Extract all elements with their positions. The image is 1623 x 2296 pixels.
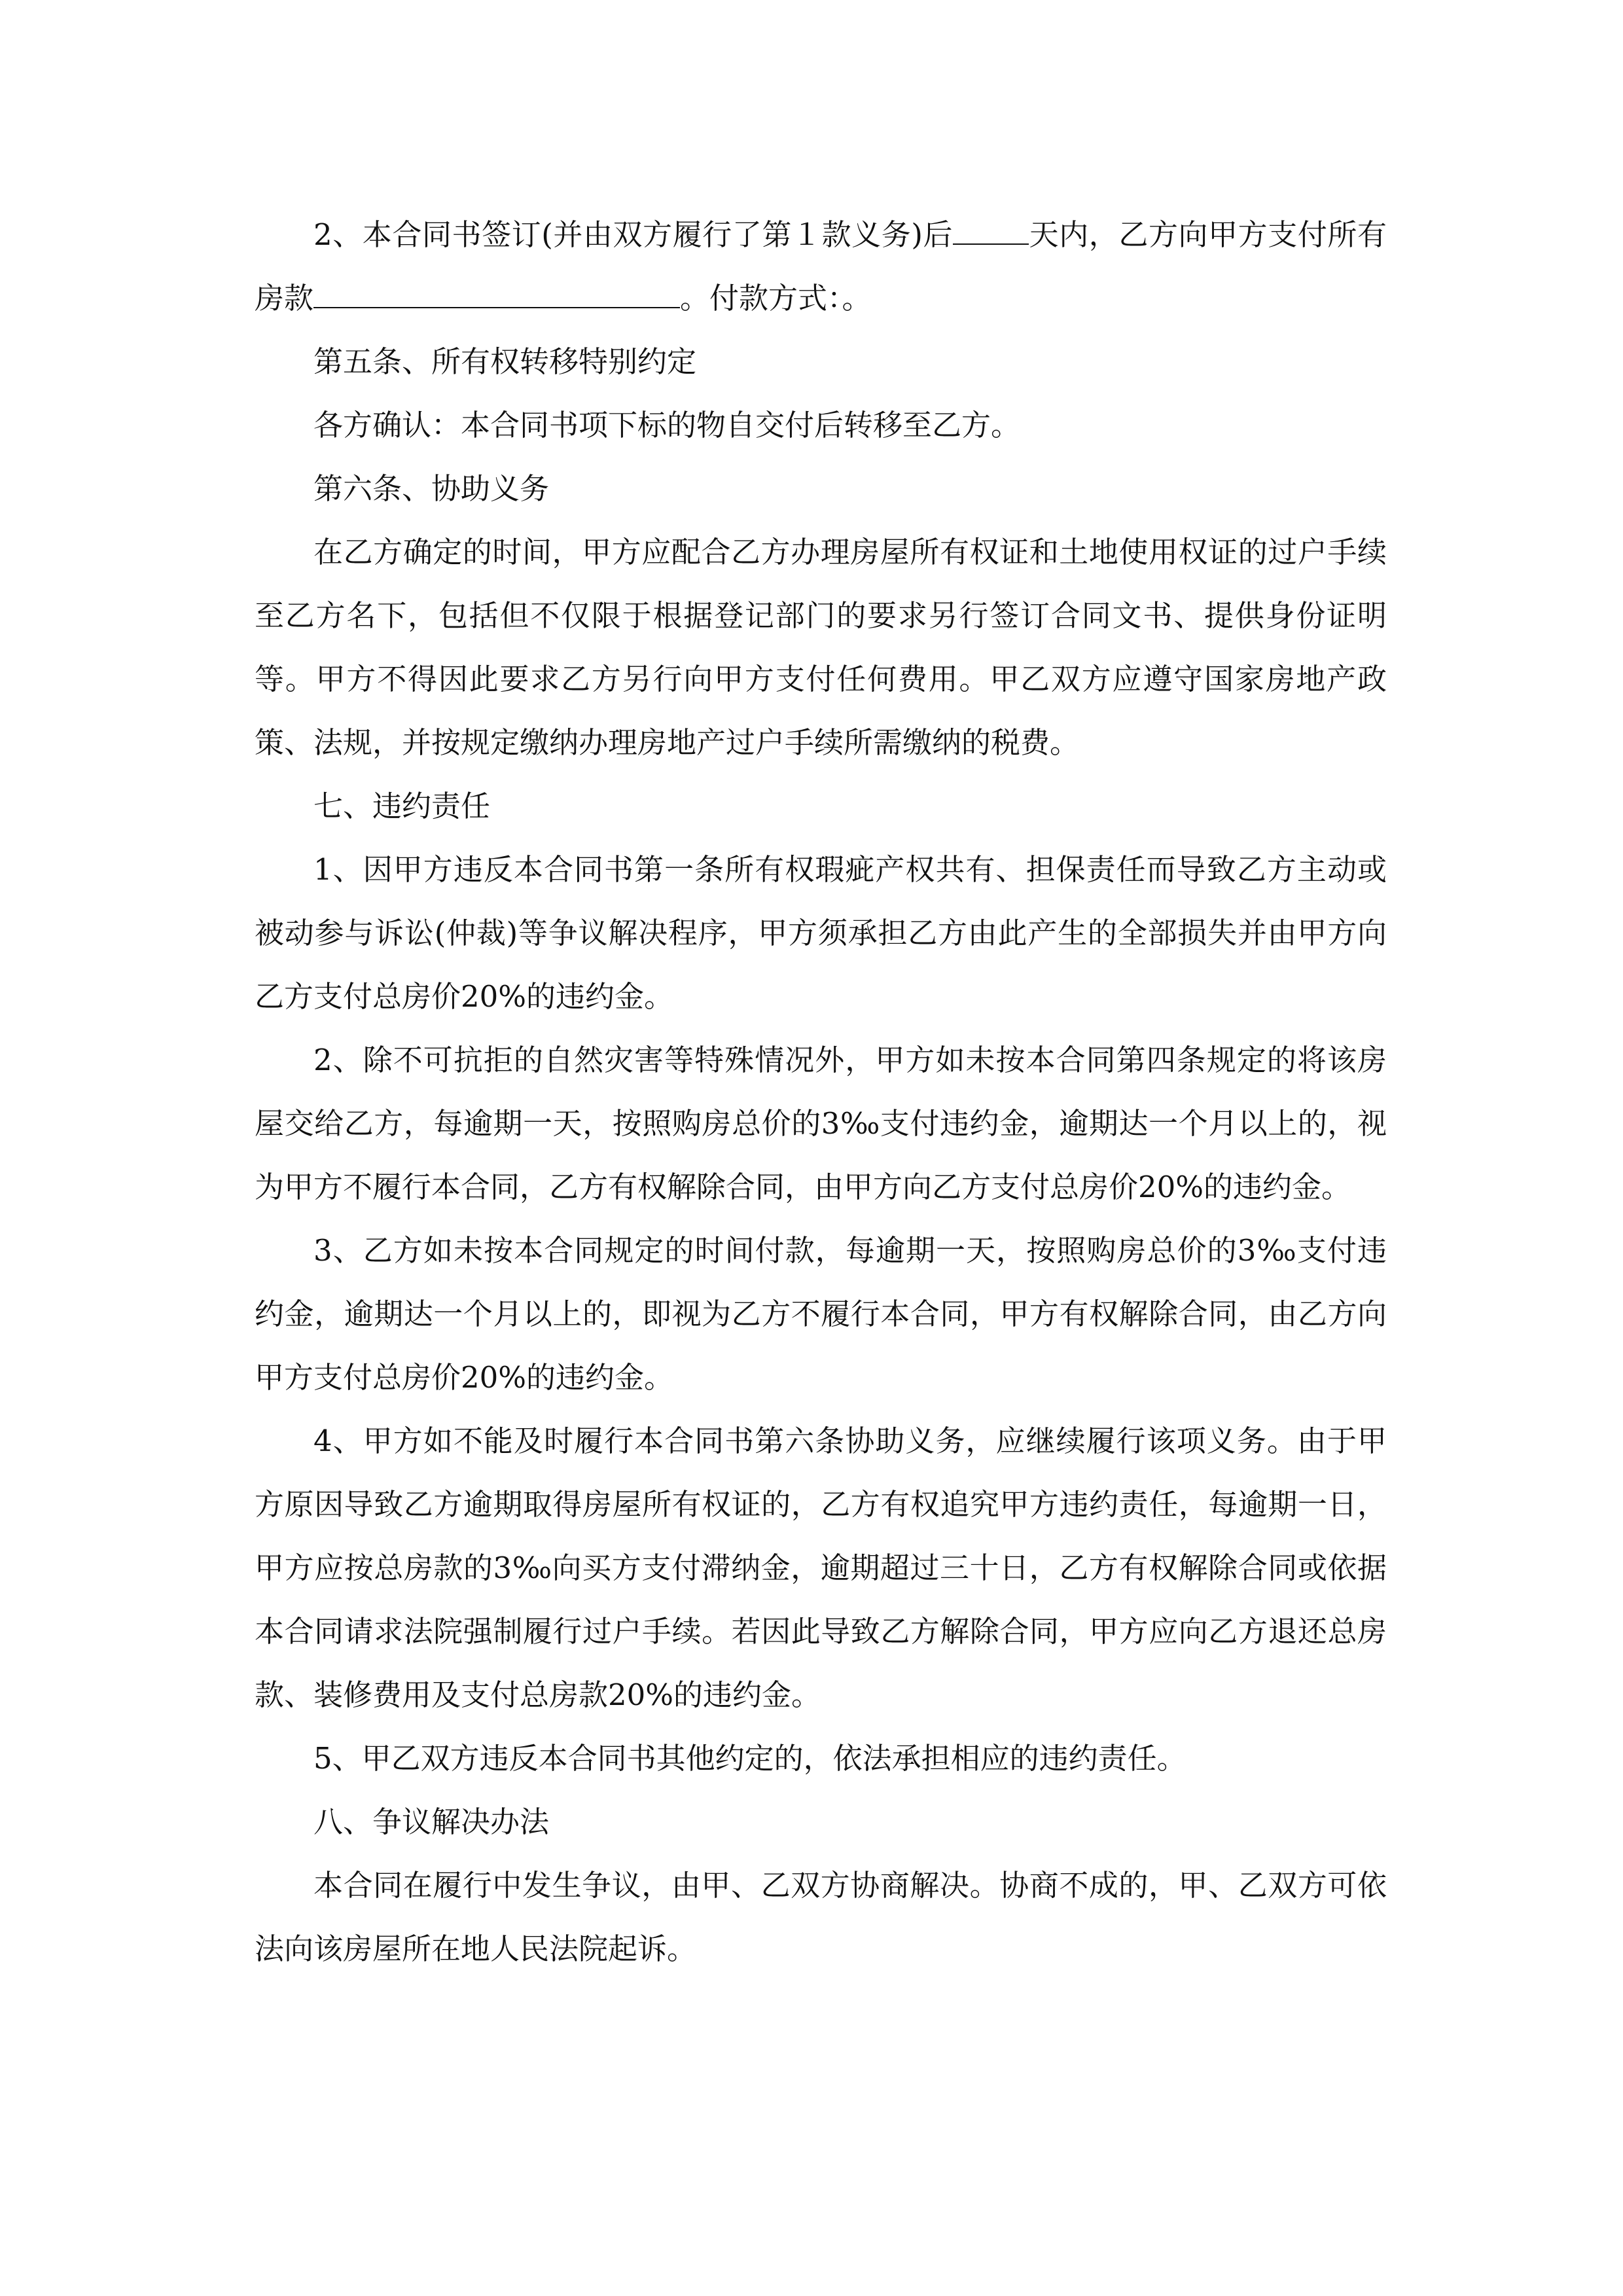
- paragraph-breach-2: 2、除不可抗拒的自然灾害等特殊情况外，甲方如未按本合同第四条规定的将该房屋交给乙方，每逾期一天，按照购房总价的3‰支付违约金，逾期达一个月以上的，视为甲方不履行本合同，乙方有权解除合同，由甲方向乙方支付总房价20%的违约金。: [255, 1043, 1387, 1204]
- section-heading-5: 第五条、所有权转移特别约定: [313, 344, 697, 379]
- price-blank: [313, 279, 680, 308]
- section-heading-7: 七、违约责任: [313, 789, 491, 823]
- document-page: [255, 203, 1387, 1981]
- clause-payment-text-2: 天内，乙方向甲方支付所有房款: [255, 217, 1387, 315]
- section-heading-8: 八、争议解决办法: [313, 1804, 550, 1839]
- paragraph-dispute: 本合同在履行中发生争议，由甲、乙双方协商解决。协商不成的，甲、乙双方可依法向该房屋所在地人民法院起诉。: [255, 1868, 1387, 1966]
- paragraph-breach-3: 3、乙方如未按本合同规定的时间付款，每逾期一天，按照购房总价的3‰支付违约金，逾期达一个月以上的，即视为乙方不履行本合同，甲方有权解除合同，由乙方向甲方支付总房价20%的违约金。: [255, 1233, 1387, 1395]
- days-blank: [953, 216, 1029, 245]
- paragraph-breach-5: 5、甲乙双方违反本合同书其他约定的，依法承担相应的违约责任。: [313, 1741, 1186, 1776]
- paragraph-ownership-transfer: 各方确认：本合同书项下标的物自交付后转移至乙方。: [313, 408, 1021, 442]
- paragraph-breach-1: 1、因甲方违反本合同书第一条所有权瑕疵产权共有、担保责任而导致乙方主动或被动参与诉讼(仲裁)等争议解决程序，甲方须承担乙方由此产生的全部损失并由甲方向乙方支付总房价20%的违约金。: [255, 852, 1387, 1014]
- paragraph-assistance: 在乙方确定的时间，甲方应配合乙方办理房屋所有权证和土地使用权证的过户手续至乙方名下，包括但不仅限于根据登记部门的要求另行签订合同文书、提供身份证明等。甲方不得因此要求乙方另行向甲方支付任何费用。甲乙双方应遵守国家房地产政策、法规，并按规定缴纳办理房地产过户手续所需缴纳的税费。: [255, 535, 1387, 760]
- paragraph-breach-4: 4、甲方如不能及时履行本合同书第六条协助义务，应继续履行该项义务。由于甲方原因导致乙方逾期取得房屋所有权证的，乙方有权追究甲方违约责任，每逾期一日，甲方应按总房款的3‰向买方支付滞纳金，逾期超过三十日，乙方有权解除合同或依据本合同请求法院强制履行过户手续。若因此导致乙方解除合同，甲方应向乙方退还总房款、装修费用及支付总房款20%的违约金。: [255, 1424, 1387, 1712]
- section-heading-6: 第六条、协助义务: [313, 471, 550, 506]
- clause-payment: [255, 203, 1387, 330]
- clause-payment-text-3: 。付款方式：。: [680, 281, 872, 315]
- clause-payment-text-1: 2、本合同书签订(并由双方履行了第１款义务)后: [313, 217, 954, 252]
